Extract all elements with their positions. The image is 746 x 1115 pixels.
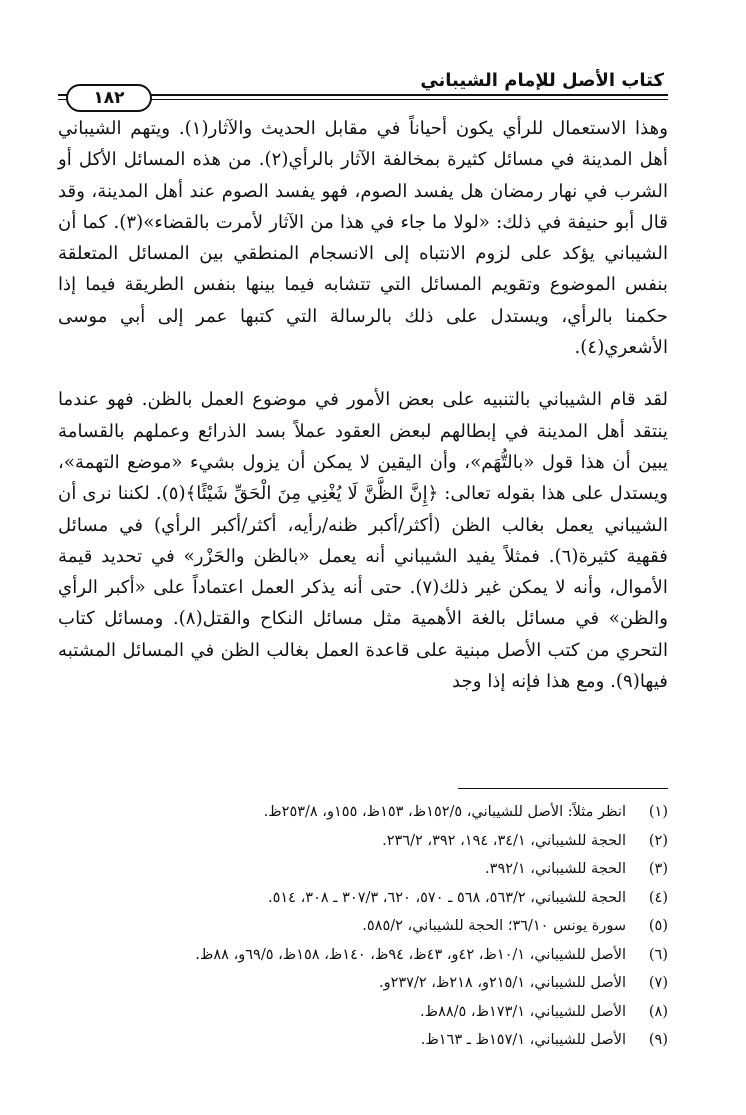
footnote-text: الحجة للشيباني، ٥٦٣/٢، ٥٦٨ ـ ٥٧٠، ٦٢٠، ٣٠٧/٣ ـ ٣٠٨، ٥١٤. [268,889,626,906]
main-text [58,113,668,697]
footnote-text: الأصل للشيباني، ١٠/١ظ، ٤٢و، ٤٣ظ، ٩٤ظ، ١٤٠ظ، ١٥٨ظ، ٦٩/٥و، ٨٨ظ. [195,946,626,963]
book-title: كتاب الأصل للإمام الشيباني [420,70,664,91]
footnote-number: (١) [648,804,668,820]
footnote-number: (٨) [648,1003,668,1020]
footnote [58,1026,668,1055]
paragraph: لقد قام الشيباني بالتنبيه على بعض الأمور في موضوع العمل بالظن. فهو عندما ينتقد أهل المدينة في إبطالهم لبعض العقود عملاً بسد الذرائع وعملهم بالقسامة يبين أن هذا قول «بالتُّهَم»، وأن اليقين لا يمكن أن يزول بشيء «موضع التهمة»، ويستدل على هذا بقوله تعالى: ﴿إِنَّ الظَّنَّ لَا يُغْنِي مِنَ الْحَقِّ شَيْئًا﴾(٥). لكننا نرى أن الشيباني يعمل بغالب الظن (أكثر/أكبر ظنه/رأيه، أكثر/أكبر الرأي) في مسائل فقهية كثيرة(٦). فمثلاً يفيد الشيباني أنه يعمل «بالظن والحَزْر» في تحديد قيمة الأموال، وأنه لا يمكن غير ذلك(٧). حتى أنه يذكر العمل اعتماداً على «أكبر الرأي والظن» في مسائل بالغة الأهمية مثل مسائل النكاح والقتل(٨). ومسائل كتاب التحري من كتب الأصل مبنية على قاعدة العمل بغالب الظن في المسائل المشتبه فيها(٩). ومع هذا فإنه إذا وجد [58,389,668,693]
footnote [58,798,668,827]
footnote-text: انظر مثلاً: الأصل للشيباني، ١٥٢/٥ظ، ١٥٣ظ، ١٥٥و، ٢٥٣/٨ظ. [263,804,626,820]
footnote-text: الأصل للشيباني، ١٧٣/١ظ، ٨٨/٥ظ. [420,1003,626,1020]
footnote-text: الحجة للشيباني، ٣٩٢/١. [485,861,626,877]
footnote [58,969,668,998]
footnote-text: الأصل للشيباني، ١٥٧/١ظ ـ ١٦٣ظ. [420,1032,626,1048]
footnote-number: (٦) [648,946,668,963]
footnote-number: (٤) [648,889,668,906]
page-number: ١٨٢ [66,84,152,112]
footnote-separator [458,788,668,789]
footnote [58,855,668,884]
footnote [58,998,668,1027]
running-header [58,66,668,106]
footnote-text: سورة يونس ٣٦/١٠؛ الحجة للشيباني، ٥٨٥/٢. [362,918,626,934]
footnote [58,912,668,941]
footnote-text: الحجة للشيباني، ٣٤/١، ١٩٤، ٣٩٢، ٢٣٦/٢. [382,832,626,849]
footnote [58,884,668,913]
footnote-number: (٧) [648,975,668,991]
footnote-number: (٢) [648,832,668,849]
footnote-text: الأصل للشيباني، ٢١٥/١و، ٢١٨ظ، ٢٣٧/٢و. [378,975,626,991]
footnote [58,827,668,856]
footnote-number: (٩) [648,1032,668,1048]
footnote-number: (٥) [648,918,668,934]
footnote [58,941,668,970]
footnote-number: (٣) [648,861,668,877]
footnote-list [58,798,668,1055]
paragraph: وهذا الاستعمال للرأي يكون أحياناً في مقابل الحديث والآثار(١). ويتهم الشيباني أهل المدينة في مسائل كثيرة بمخالفة الآثار بالرأي(٢). من هذه المسائل الأكل أو الشرب في نهار رمضان هل يفسد الصوم، فهو يفسد الصوم عند أهل المدينة، وقد قال أبو حنيفة في ذلك: «لولا ما جاء في هذا من الآثار لأمرت بالقضاء»(٣). كما أن الشيباني يؤكد على لزوم الانتباه إلى الانسجام المنطقي بين المسائل المتعلقة بنفس الموضوع وتقويم المسائل التي تتشابه فيما بينها بنفس الطريقة فيما إذا حكمنا بالرأي، ويستدل على ذلك بالرسالة التي كتبها عمر إلى أبي موسى الأشعري(٤). [58,118,668,359]
